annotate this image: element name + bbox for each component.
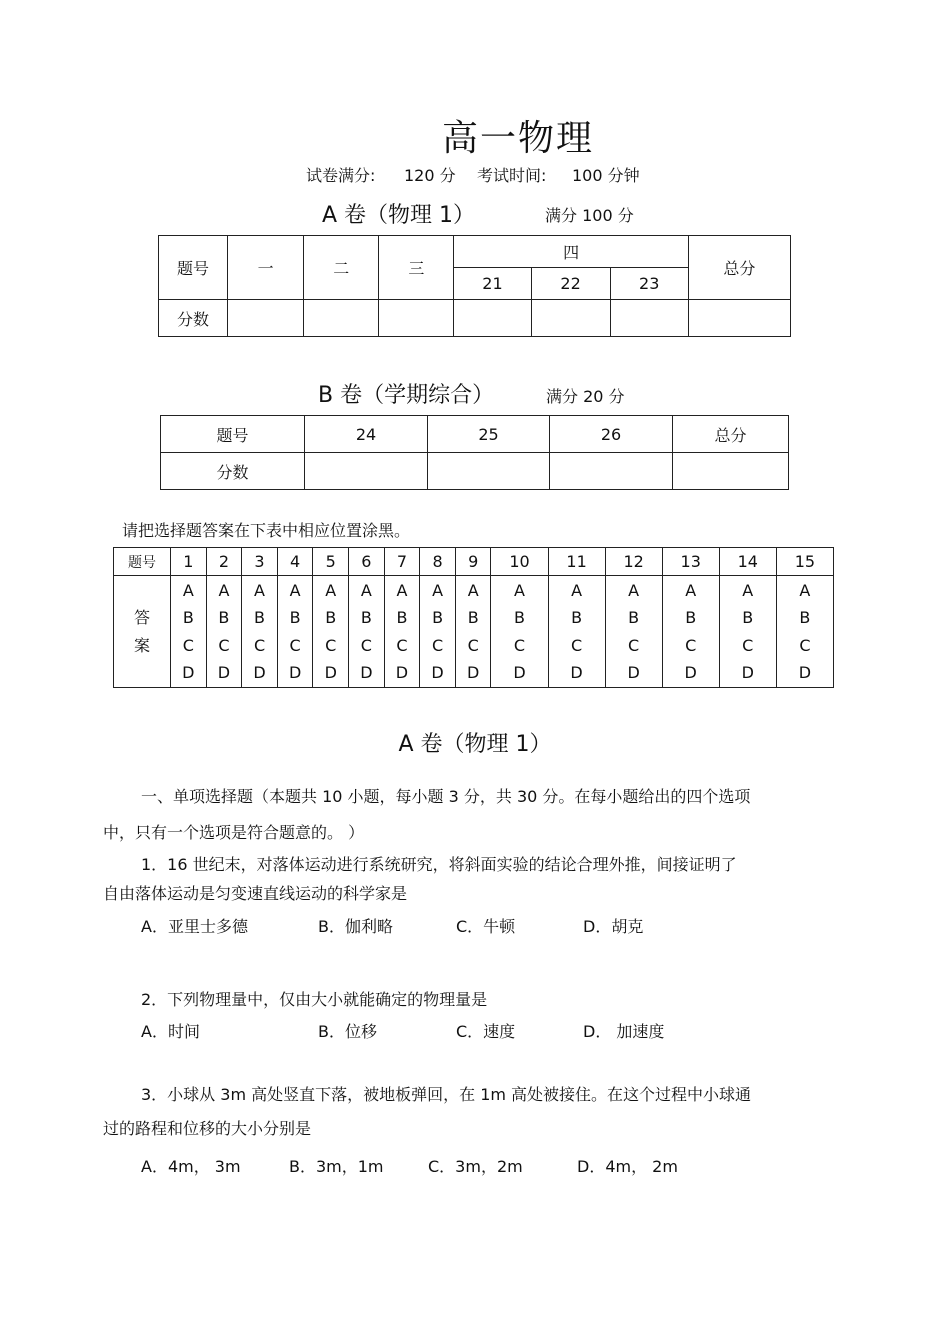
answer-option-bubble[interactable]: C (685, 635, 697, 655)
table-b-total: 总分 (673, 416, 789, 453)
answer-options-cell (776, 576, 833, 688)
answer-option-bubble[interactable]: A (571, 580, 583, 600)
answer-option-bubble[interactable]: A (396, 580, 408, 600)
answer-option-bubble[interactable]: B (254, 608, 266, 627)
answer-option-bubble[interactable]: C (799, 635, 811, 655)
answer-options-cell (242, 576, 278, 688)
answer-option-bubble[interactable]: B (467, 608, 479, 627)
answer-option-bubble[interactable]: C (182, 635, 194, 655)
table-a-score-label: 分数 (159, 300, 228, 337)
answer-options-cell (719, 576, 776, 688)
answer-options-cell (605, 576, 662, 688)
answer-option-bubble[interactable]: A (742, 580, 754, 600)
answer-option-bubble[interactable]: D (288, 663, 302, 682)
answer-option-bubble[interactable]: D (360, 663, 373, 682)
answer-option-bubble[interactable]: B (571, 608, 583, 627)
exam-time-label: 考试时间: (477, 166, 547, 185)
q3-choice-b[interactable]: B．3m，1m (289, 1157, 384, 1176)
question-2-stem: 2．下列物理量中，仅由大小就能确定的物理量是 (141, 990, 488, 1009)
question-number: 9 (455, 548, 491, 576)
question-number: 1 (171, 548, 207, 576)
question-number: 4 (277, 548, 313, 576)
answer-option-bubble[interactable]: D (324, 663, 337, 682)
answer-option-bubble[interactable]: C (467, 635, 479, 655)
q1-choice-a[interactable]: A．亚里士多德 (141, 917, 248, 936)
section-a-score-table (158, 235, 791, 337)
table-b-score-cell[interactable] (428, 453, 550, 490)
answer-option-bubble[interactable]: D (467, 663, 480, 682)
section-a-heading: A 卷（物理 1） (322, 203, 476, 228)
part1-intro-line1: 一、单项选择题（本题共 10 小题，每小题 3 分，共 30 分。在每小题给出的四个选项 (141, 787, 751, 806)
part-a-heading: A 卷（物理 1） (398, 732, 552, 757)
answer-option-bubble[interactable]: C (513, 635, 526, 655)
section-b-heading: B 卷（学期综合） (318, 383, 495, 408)
q2-choice-d[interactable]: D． 加速度 (583, 1022, 665, 1041)
full-score-label: 试卷满分: (306, 166, 376, 185)
table-b-score-cell[interactable] (550, 453, 673, 490)
answer-option-bubble[interactable]: A (360, 580, 372, 600)
question-number: 5 (313, 548, 349, 576)
page-title: 高一物理 (441, 118, 594, 159)
answer-options-cell (455, 576, 491, 688)
question-1-stem-cont: 自由落体运动是匀变速直线运动的科学家是 (103, 884, 408, 903)
answer-option-bubble[interactable]: B (325, 608, 337, 627)
answer-option-bubble[interactable]: C (218, 635, 230, 655)
section-b-score-table (160, 415, 789, 490)
answer-option-bubble[interactable]: C (289, 635, 301, 655)
answer-option-bubble[interactable]: C (742, 635, 754, 655)
question-3-stem: 3．小球从 3m 高处竖直下落，被地板弹回，在 1m 高处被接住。在这个过程中小球通 (141, 1085, 752, 1104)
table-a-group-4: 四 (454, 236, 688, 268)
answer-option-bubble[interactable]: C (253, 635, 266, 655)
answer-options-cell (277, 576, 313, 688)
answer-options-cell (206, 576, 242, 688)
answer-option-bubble[interactable]: A (182, 580, 194, 600)
answer-option-bubble[interactable]: D (395, 663, 409, 682)
table-a-score-cell[interactable] (688, 300, 790, 337)
question-number: 3 (242, 548, 278, 576)
question-number: 13 (662, 548, 719, 576)
answer-option-bubble[interactable]: A (432, 580, 444, 600)
answer-option-bubble[interactable]: B (742, 608, 754, 627)
table-a-col-2: 二 (304, 236, 379, 300)
question-3-stem-cont: 过的路程和位移的大小分别是 (103, 1119, 312, 1138)
full-score-value: 120 分 (404, 166, 456, 185)
answer-option-bubble[interactable]: D (431, 663, 444, 682)
answer-option-bubble[interactable]: A (685, 580, 697, 600)
answer-option-bubble[interactable]: D (684, 663, 697, 682)
q2-choice-c[interactable]: C．速度 (456, 1022, 516, 1041)
answer-option-bubble[interactable]: A (628, 580, 640, 600)
answer-option-bubble[interactable]: A (218, 580, 230, 600)
answer-option-bubble[interactable]: A (514, 580, 525, 600)
answer-options-cell (548, 576, 605, 688)
table-a-col-1: 一 (228, 236, 304, 300)
answer-option-bubble[interactable]: C (431, 635, 444, 655)
answer-option-bubble[interactable]: D (217, 663, 231, 682)
part1-intro-line2: 中，只有一个选项是符合题意的。 ） (103, 823, 365, 842)
section-b-score: 满分 20 分 (546, 387, 625, 406)
question-number: 10 (491, 548, 548, 576)
q2-choice-a[interactable]: A．时间 (141, 1022, 200, 1041)
question-number: 15 (776, 548, 833, 576)
answer-option-bubble[interactable]: A (799, 580, 811, 600)
answer-option-bubble[interactable]: C (396, 635, 408, 655)
answer-option-bubble[interactable]: A (467, 580, 479, 600)
answer-option-bubble[interactable]: A (289, 580, 301, 600)
q1-choice-c[interactable]: C．牛顿 (456, 917, 516, 936)
table-b-header-label: 题号 (161, 416, 305, 453)
answer-sheet-table (113, 547, 834, 688)
answer-options-cell (491, 576, 548, 688)
table-b-score-label: 分数 (161, 453, 305, 490)
answer-option-bubble[interactable]: A (254, 580, 265, 600)
question-number: 2 (206, 548, 242, 576)
table-a-sub-22: 22 (531, 268, 610, 300)
table-b-col-26: 26 (550, 416, 673, 453)
answer-label (114, 576, 171, 688)
q1-choice-b[interactable]: B．伽利略 (318, 917, 393, 936)
table-a-total: 总分 (688, 236, 790, 300)
answer-option-bubble[interactable]: C (325, 635, 337, 655)
table-a-score-cell[interactable] (531, 300, 610, 337)
answer-option-bubble[interactable]: B (396, 608, 408, 627)
table-a-score-cell[interactable] (228, 300, 304, 337)
answer-option-bubble[interactable]: D (182, 663, 195, 682)
answer-option-bubble[interactable]: D (513, 663, 526, 682)
answer-option-bubble[interactable]: B (514, 608, 525, 627)
question-number: 12 (605, 548, 662, 576)
answer-option-bubble[interactable]: D (627, 663, 640, 682)
answer-option-bubble[interactable]: B (218, 608, 230, 627)
answer-option-bubble[interactable]: D (798, 663, 812, 682)
table-a-sub-23: 23 (610, 268, 688, 300)
q2-choice-b[interactable]: B．位移 (318, 1022, 377, 1041)
table-b-score-cell[interactable] (673, 453, 789, 490)
q3-choice-c[interactable]: C．3m，2m (428, 1157, 523, 1176)
table-a-score-cell[interactable] (379, 300, 454, 337)
section-a-score: 满分 100 分 (545, 206, 634, 225)
table-a-header-label: 题号 (159, 236, 228, 300)
answer-option-bubble[interactable]: B (182, 608, 194, 627)
answer-options-cell (313, 576, 349, 688)
answer-option-bubble[interactable]: B (360, 608, 372, 627)
answer-option-bubble[interactable]: B (685, 608, 697, 627)
answer-option-bubble[interactable]: C (628, 635, 640, 655)
table-b-score-cell[interactable] (305, 453, 428, 490)
q3-choice-a[interactable]: A．4m， 3m (141, 1157, 241, 1176)
answer-option-bubble[interactable]: B (628, 608, 640, 627)
question-number: 6 (349, 548, 385, 576)
answer-options-cell (384, 576, 420, 688)
answer-option-bubble[interactable]: C (570, 635, 583, 655)
question-number: 8 (420, 548, 456, 576)
answer-instruction: 请把选择题答案在下表中相应位置涂黑。 (122, 521, 411, 540)
table-a-score-cell[interactable] (304, 300, 379, 337)
table-a-score-cell[interactable] (454, 300, 531, 337)
answer-option-bubble[interactable]: D (253, 663, 266, 682)
answer-options-cell (662, 576, 719, 688)
answer-option-bubble[interactable]: B (289, 608, 301, 627)
question-number: 7 (384, 548, 420, 576)
question-1-stem: 1．16 世纪末，对落体运动进行系统研究，将斜面实验的结论合理外推，间接证明了 (141, 855, 737, 874)
answer-options-cell (171, 576, 207, 688)
table-a-score-cell[interactable] (610, 300, 688, 337)
answer-label-char: 答 (133, 607, 150, 627)
table-b-col-25: 25 (428, 416, 550, 453)
answer-header-label: 题号 (114, 548, 171, 576)
question-number: 11 (548, 548, 605, 576)
answer-option-bubble[interactable]: C (360, 635, 372, 655)
exam-time-value: 100 分钟 (572, 166, 640, 185)
answer-option-bubble[interactable]: D (570, 663, 583, 682)
answer-option-bubble[interactable]: B (432, 608, 444, 627)
answer-options-cell (420, 576, 456, 688)
table-b-col-24: 24 (305, 416, 428, 453)
table-a-sub-21: 21 (454, 268, 531, 300)
answer-label-char: 案 (133, 635, 150, 655)
answer-option-bubble[interactable]: D (741, 663, 754, 682)
table-a-col-3: 三 (379, 236, 454, 300)
answer-option-bubble[interactable]: A (325, 580, 337, 600)
q1-choice-d[interactable]: D．胡克 (583, 917, 644, 936)
question-number: 14 (719, 548, 776, 576)
answer-options-cell (349, 576, 385, 688)
answer-option-bubble[interactable]: B (799, 608, 811, 627)
q3-choice-d[interactable]: D．4m， 2m (577, 1157, 678, 1176)
